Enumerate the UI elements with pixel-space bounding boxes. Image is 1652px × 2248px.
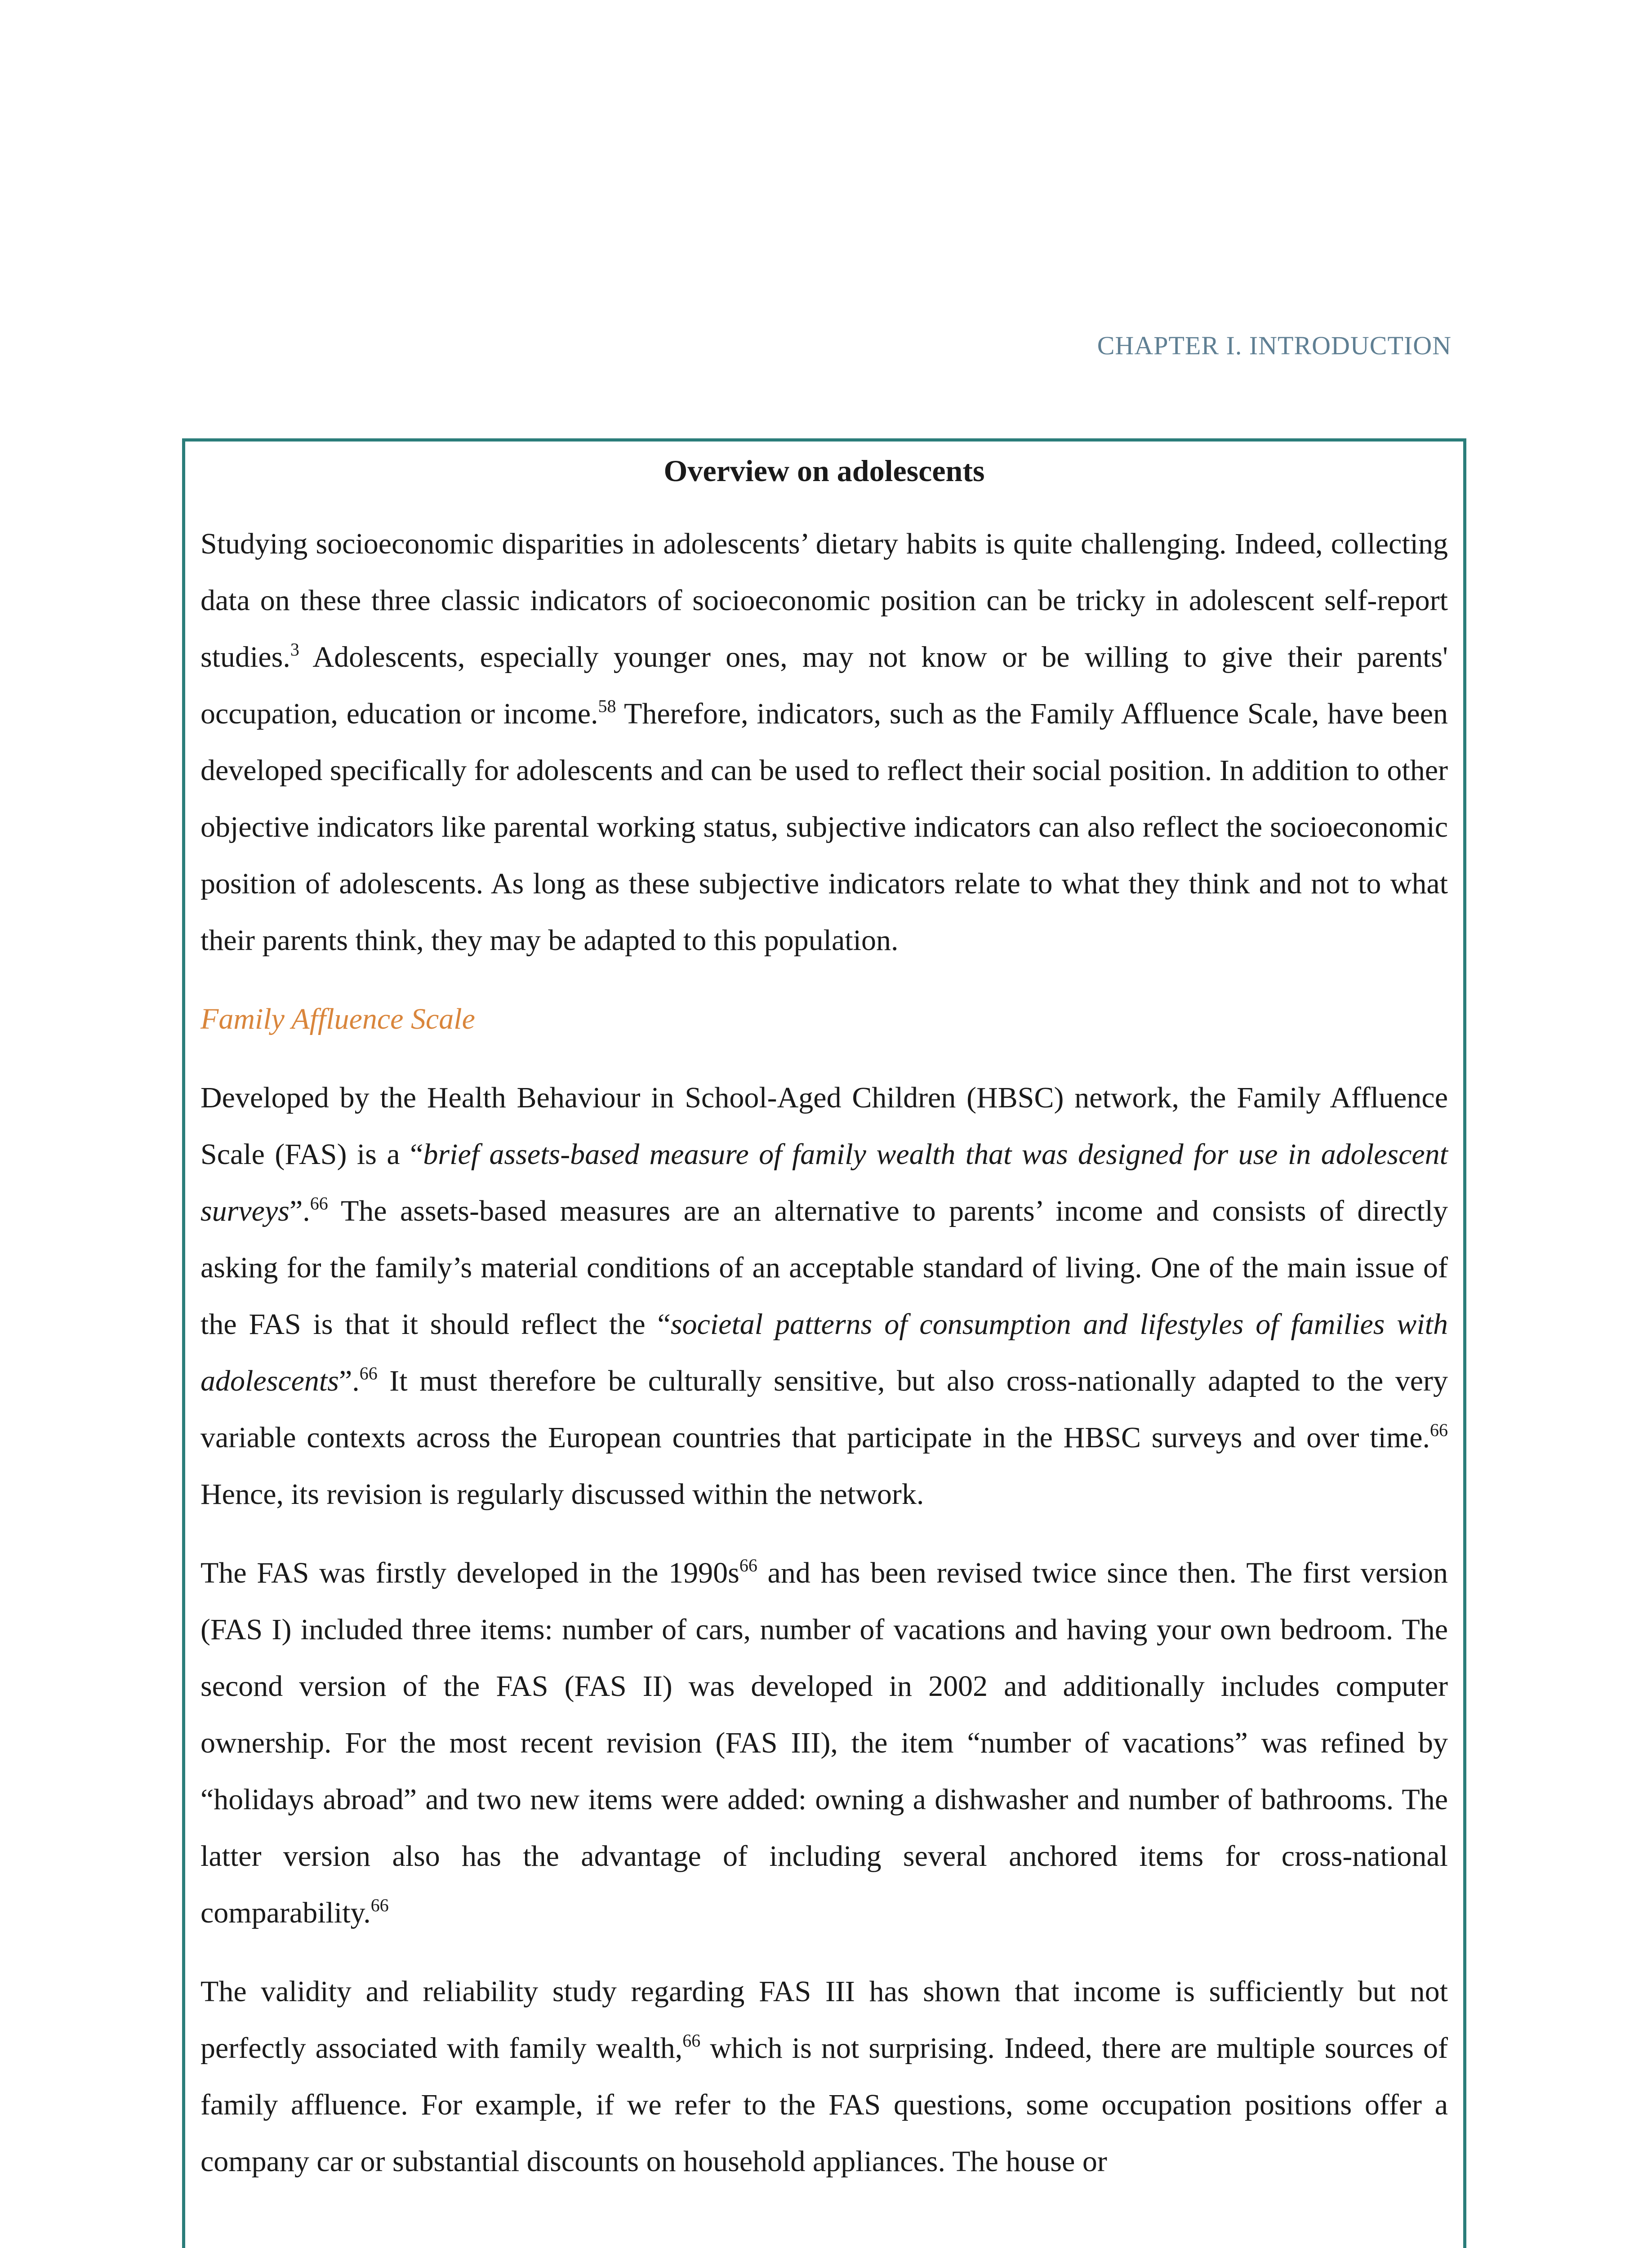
citation-ref: 66	[370, 1895, 389, 1915]
text-span: Studying socioeconomic disparities in adolescents’ dietary habits is quite challenging. Indeed, collecting data on these three classic indicators of socioeconomic position can be tricky in adolescent self-report studies.	[200, 527, 1448, 674]
text-span: which is not surprising. Indeed, there are multiple sources of family affluence. For example, if we refer to the FAS questions, some occupation positions offer a company car or substantial discounts on household appliances. The house or	[200, 2032, 1448, 2178]
box-title: Overview on adolescents	[663, 454, 985, 488]
text-span: Hence, its revision is regularly discussed within the network.	[200, 1478, 924, 1511]
italic-quote: brief assets-based measure of family wealth that was designed for use in adolescent surveys	[200, 1138, 1448, 1227]
text-span: Adolescents, especially younger ones, may not know or be willing to give their parents' occupation, education or income.	[200, 641, 1448, 730]
italic-quote: societal patterns of consumption and lifestyles of families with adolescents	[200, 1308, 1448, 1397]
text-span: It must therefore be culturally sensitive, but also cross-nationally adapted to the very variable contexts across the European countries that participate in the HBSC surveys and over time.	[200, 1365, 1448, 1454]
text-span: Therefore, indicators, such as the Family Affluence Scale, have been developed specifically for adolescents and can be used to reflect their social position. In addition to other objective indicators like parental working status, subjective indicators can also reflect the socioeconomic position of adolescents. As long as these subjective indicators relate to what they think and not to what their parents think, they may be adapted to this population.	[200, 697, 1448, 957]
text-span: Developed by the Health Behaviour in School-Aged Children (HBSC) network, the Family Affluence Scale (FAS) is a “	[200, 1081, 1448, 1171]
citation-ref: 66	[1430, 1420, 1448, 1440]
text-span: The FAS was firstly developed in the 1990s	[200, 1557, 739, 1589]
overview-box-content	[200, 450, 1448, 2212]
paragraph-fas-definition	[200, 1070, 1448, 1523]
text-span: The assets-based measures are an alternative to parents’ income and consists of directly asking for the family’s material conditions of an acceptable standard of living. One of the main issue of the FAS is that it should reflect the “	[200, 1195, 1448, 1341]
citation-ref: 66	[739, 1555, 757, 1575]
citation-ref: 66	[359, 1363, 378, 1383]
chapter-header: CHAPTER I. INTRODUCTION	[1097, 331, 1452, 360]
section-subheading: Family Affluence Scale	[200, 1003, 475, 1035]
text-span: ”.	[338, 1365, 360, 1397]
paragraph-fas-validity	[200, 1963, 1448, 2190]
citation-ref: 3	[290, 639, 299, 660]
text-span: ”.	[289, 1195, 310, 1227]
text-span: and has been revised twice since then. The first version (FAS I) included three items: number of cars, number of vacations and having your own bedroom. The second version of the FAS (FAS II) was developed in 2002 and additionally includes computer ownership. For the most recent revision (FAS III), the item “number of vacations” was refined by “holidays abroad” and two new items were added: owning a dishwasher and number of bathrooms. The latter version also has the advantage of including several anchored items for cross-national comparability.	[200, 1557, 1448, 1929]
paragraph-fas-history	[200, 1545, 1448, 1941]
citation-ref: 58	[598, 696, 616, 716]
paragraph-intro	[200, 516, 1448, 969]
citation-ref: 66	[310, 1193, 328, 1213]
citation-ref: 66	[682, 2030, 701, 2051]
text-span: The validity and reliability study regarding FAS III has shown that income is sufficiently but not perfectly associated with family wealth,	[200, 1975, 1448, 2065]
